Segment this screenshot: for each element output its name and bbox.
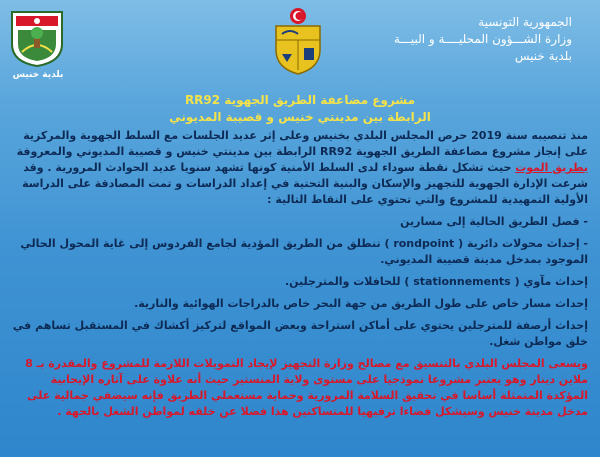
project-title xyxy=(150,92,450,126)
point-item: - إحداث محولات دائرية ( rondpoint ) تنطلق من الطريق المؤدية لجامع الفردوس إلى غاية المحول الحالي الموجود بمدخل مدينة قصيبة المديوني. xyxy=(20,237,588,266)
project-title-line1: مشروع مضاعفة الطريق الجهوية RR92 xyxy=(184,93,416,107)
municipality-logo-icon xyxy=(8,8,66,68)
project-description xyxy=(12,128,588,420)
point-item: إحداث أرصفة للمترجلين يحتوي على أماكن استراحة وبعض المواقع لتركيز أكشاك في المستقبل تساهم في خلق مواطن شغل. xyxy=(12,319,588,348)
intro-text-a: منذ تنصيبه سنة 2019 حرص المجلس البلدي بخنيس وعلى إثر عديد الجلسات مع السلط الجهوية والمركزية على إنجاز مشروع مضاعفة الطريق الجهوية RR92 الرابطة بين مدينتي خنيس و قصيبة المديوني والمعروفة xyxy=(16,129,588,158)
point-item: إحداث مسار خاص على طول الطريق من جهة البحر خاص بالدراجات الهوائية والنارية. xyxy=(134,297,588,310)
header-line-ministry: وزارة الشـــؤون المحليــــة و البيـــة xyxy=(393,32,572,46)
project-title-line2: الرابطة بين مدينتي خنيس و قصيبة المديوني xyxy=(169,110,431,124)
tunisia-emblem-icon xyxy=(268,6,328,76)
logo-caption: بلدية خنيس xyxy=(12,70,64,80)
header-line-municipality: بلدية خنيس xyxy=(514,49,572,63)
intro-paragraph xyxy=(12,128,588,208)
point-item: - فصل الطريق الحالية إلى مسارين xyxy=(400,215,588,228)
header-institution xyxy=(394,14,572,65)
header-line-republic: الجمهورية التونسية xyxy=(478,15,572,29)
intro-highlight: بطريق الموت xyxy=(515,161,588,174)
intro-text-b: حيث تشكل نقطة سوداء لدى السلط الأمنية كونها تشهد سنويا عديد الحوادث المرورية . وقد شرعت الإدارة الجهوية للتجهيز والإسكان والبنية التحتية في إعداد الدراسات و تمت المصادقة على الدراسة الأولية التمهيدية للمشروع والتي تحتوي على النقاط التالية : xyxy=(22,161,588,206)
closing-paragraph: ويسعى المجلس البلدي بالتنسيق مع مصالح وزارة التجهيز لإيجاد التمويلات اللازمة للمشروع والمقدرة بـ 8 ملاين دينار وهو يعتبر مشروعا نموذجيا على مستوى ولاية المنستير حيث أنه علاوة على آثاره الإيجابية المؤكدة المتمثلة أساسا في تحقيق السلامة المرورية وحماية مستعملي الطريق فإنه سيضفي جمالية على مدخل مدينة خنيس وسيشكل فضاءا ترفيهيا للمتساكنين هذا فضلا عن خلقه لمواطن الشغل بالجهة . xyxy=(25,357,588,418)
point-item: إحداث مآوي ( stationnements ) للحافلات والمترجلين. xyxy=(284,275,588,288)
